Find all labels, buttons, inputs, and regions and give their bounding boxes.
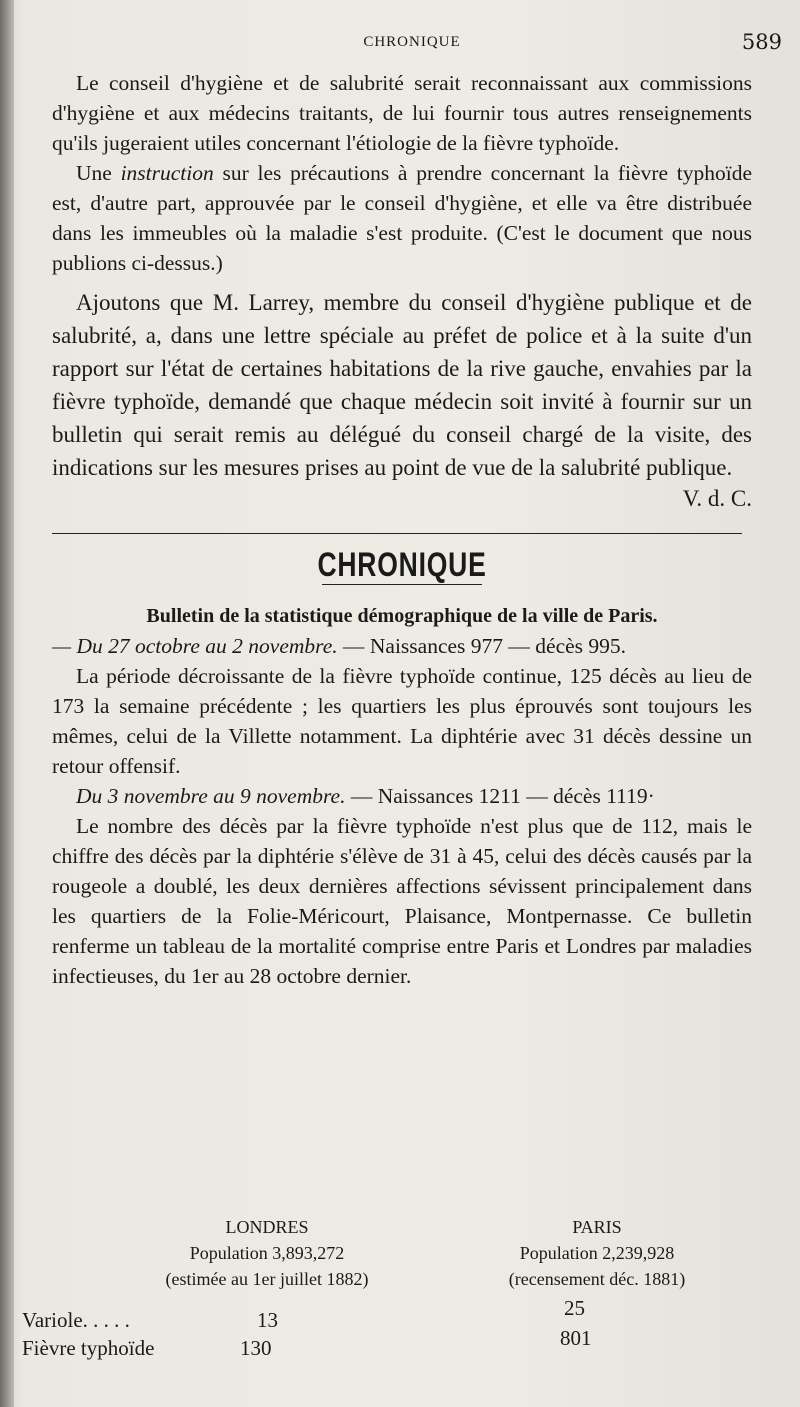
week1-heading: [52, 631, 752, 661]
bulletin-title: Bulletin de la statistique démographique de la ville de Paris.: [146, 605, 658, 627]
paragraph-instruction-start: Une: [76, 161, 121, 185]
london-note: (estimée au 1er juillet 1882): [165, 1269, 369, 1289]
paragraph-instruction-rest: sur les précautions à prendre concernant la fièvre typhoïde est, d'autre part, approuvée par le conseil d'hygiène, et elle va être distribuée dans les immeubles où la maladie s'est produite. (C'est le document que nous publions ci-dessus.): [52, 161, 752, 275]
row-typhoid-label: Fièvre typhoïde: [22, 1336, 155, 1360]
row-typhoid-paris: 801: [560, 1326, 592, 1350]
row-variole-label: Variole. . . . .: [22, 1308, 130, 1332]
london-population: Population 3,893,272: [189, 1243, 345, 1263]
week1-dates: — Du 27 octobre au 2 novembre.: [52, 634, 338, 658]
mortality-table: [22, 1214, 752, 1384]
week2-paragraph: Le nombre des décès par la fièvre typhoïde n'est plus que de 112, mais le chiffre des décès par la diphtérie s'élève de 31 à 45, celui des décès causés par la rougeole a doublé, les deux dernières affections sévissent principalement dans les quartiers de la Folie-Méricourt, Plaisance, Montpernasse. Ce bulletin renferme un tableau de la mortalité comprise entre Paris et Londres par maladies infectieuses, du 1er au 28 octobre dernier.: [52, 814, 752, 988]
row-typhoid-london: 130: [240, 1336, 272, 1360]
week2-heading: [52, 781, 752, 811]
paris-name: PARIS: [572, 1217, 622, 1237]
row-variole-paris: 25: [564, 1296, 585, 1320]
book-gutter-shadow: [0, 0, 14, 1407]
page-number: 589: [741, 30, 782, 54]
week2-dates: Du 3 novembre au 9 novembre.: [76, 784, 346, 808]
section-title: CHRONIQUE: [317, 546, 487, 584]
page-body: [52, 68, 752, 991]
paragraph-council-request: Le conseil d'hygiène et de salubrité serait reconnaissant aux commissions d'hygiène et aux médecins traitants, de lui fournir tous autres renseignements qu'ils jugeraient utiles concernant l'étiologie de la fièvre typhoïde.: [52, 71, 752, 155]
title-underline: [322, 584, 482, 585]
running-title: CHRONIQUE: [363, 34, 461, 50]
london-column-header: [112, 1214, 422, 1292]
london-name: LONDRES: [225, 1217, 309, 1237]
section-divider: [52, 533, 742, 534]
row-variole-london: 13: [257, 1308, 278, 1332]
paris-column-header: [442, 1214, 752, 1292]
page-header: [52, 30, 782, 56]
paragraph-larrey: Ajoutons que M. Larrey, membre du conseil d'hygiène publique et de salubrité, a, dans une lettre spéciale au préfet de police et à la suite d'un rapport sur l'état de certaines habitations de la rive gauche, envahies par la fièvre typhoïde, demandé que chaque médecin soit invité à fournir sur un bulletin qui serait remis au délégué du conseil chargé de la visite, des indications sur les mesures prises au point de vue de la salubrité publique.: [52, 290, 752, 480]
paragraph-instruction: [52, 158, 752, 278]
week1-paragraph: La période décroissante de la fièvre typhoïde continue, 125 décès au lieu de 173 la semaine précédente ; les quartiers les plus éprouvés sont toujours les mêmes, celui de la Villette notamment. La diphtérie avec 31 décès dessine un retour offensif.: [52, 664, 752, 778]
paris-note: (recensement déc. 1881): [508, 1269, 686, 1289]
instruction-emphasis: instruction: [120, 161, 214, 185]
week1-figures: — Naissances 977 — décès 995.: [337, 634, 627, 658]
week2-figures: — Naissances 1211 — décès 1119·: [345, 784, 655, 808]
signature: V. d. C.: [682, 486, 752, 511]
paris-population: Population 2,239,928: [519, 1243, 675, 1263]
